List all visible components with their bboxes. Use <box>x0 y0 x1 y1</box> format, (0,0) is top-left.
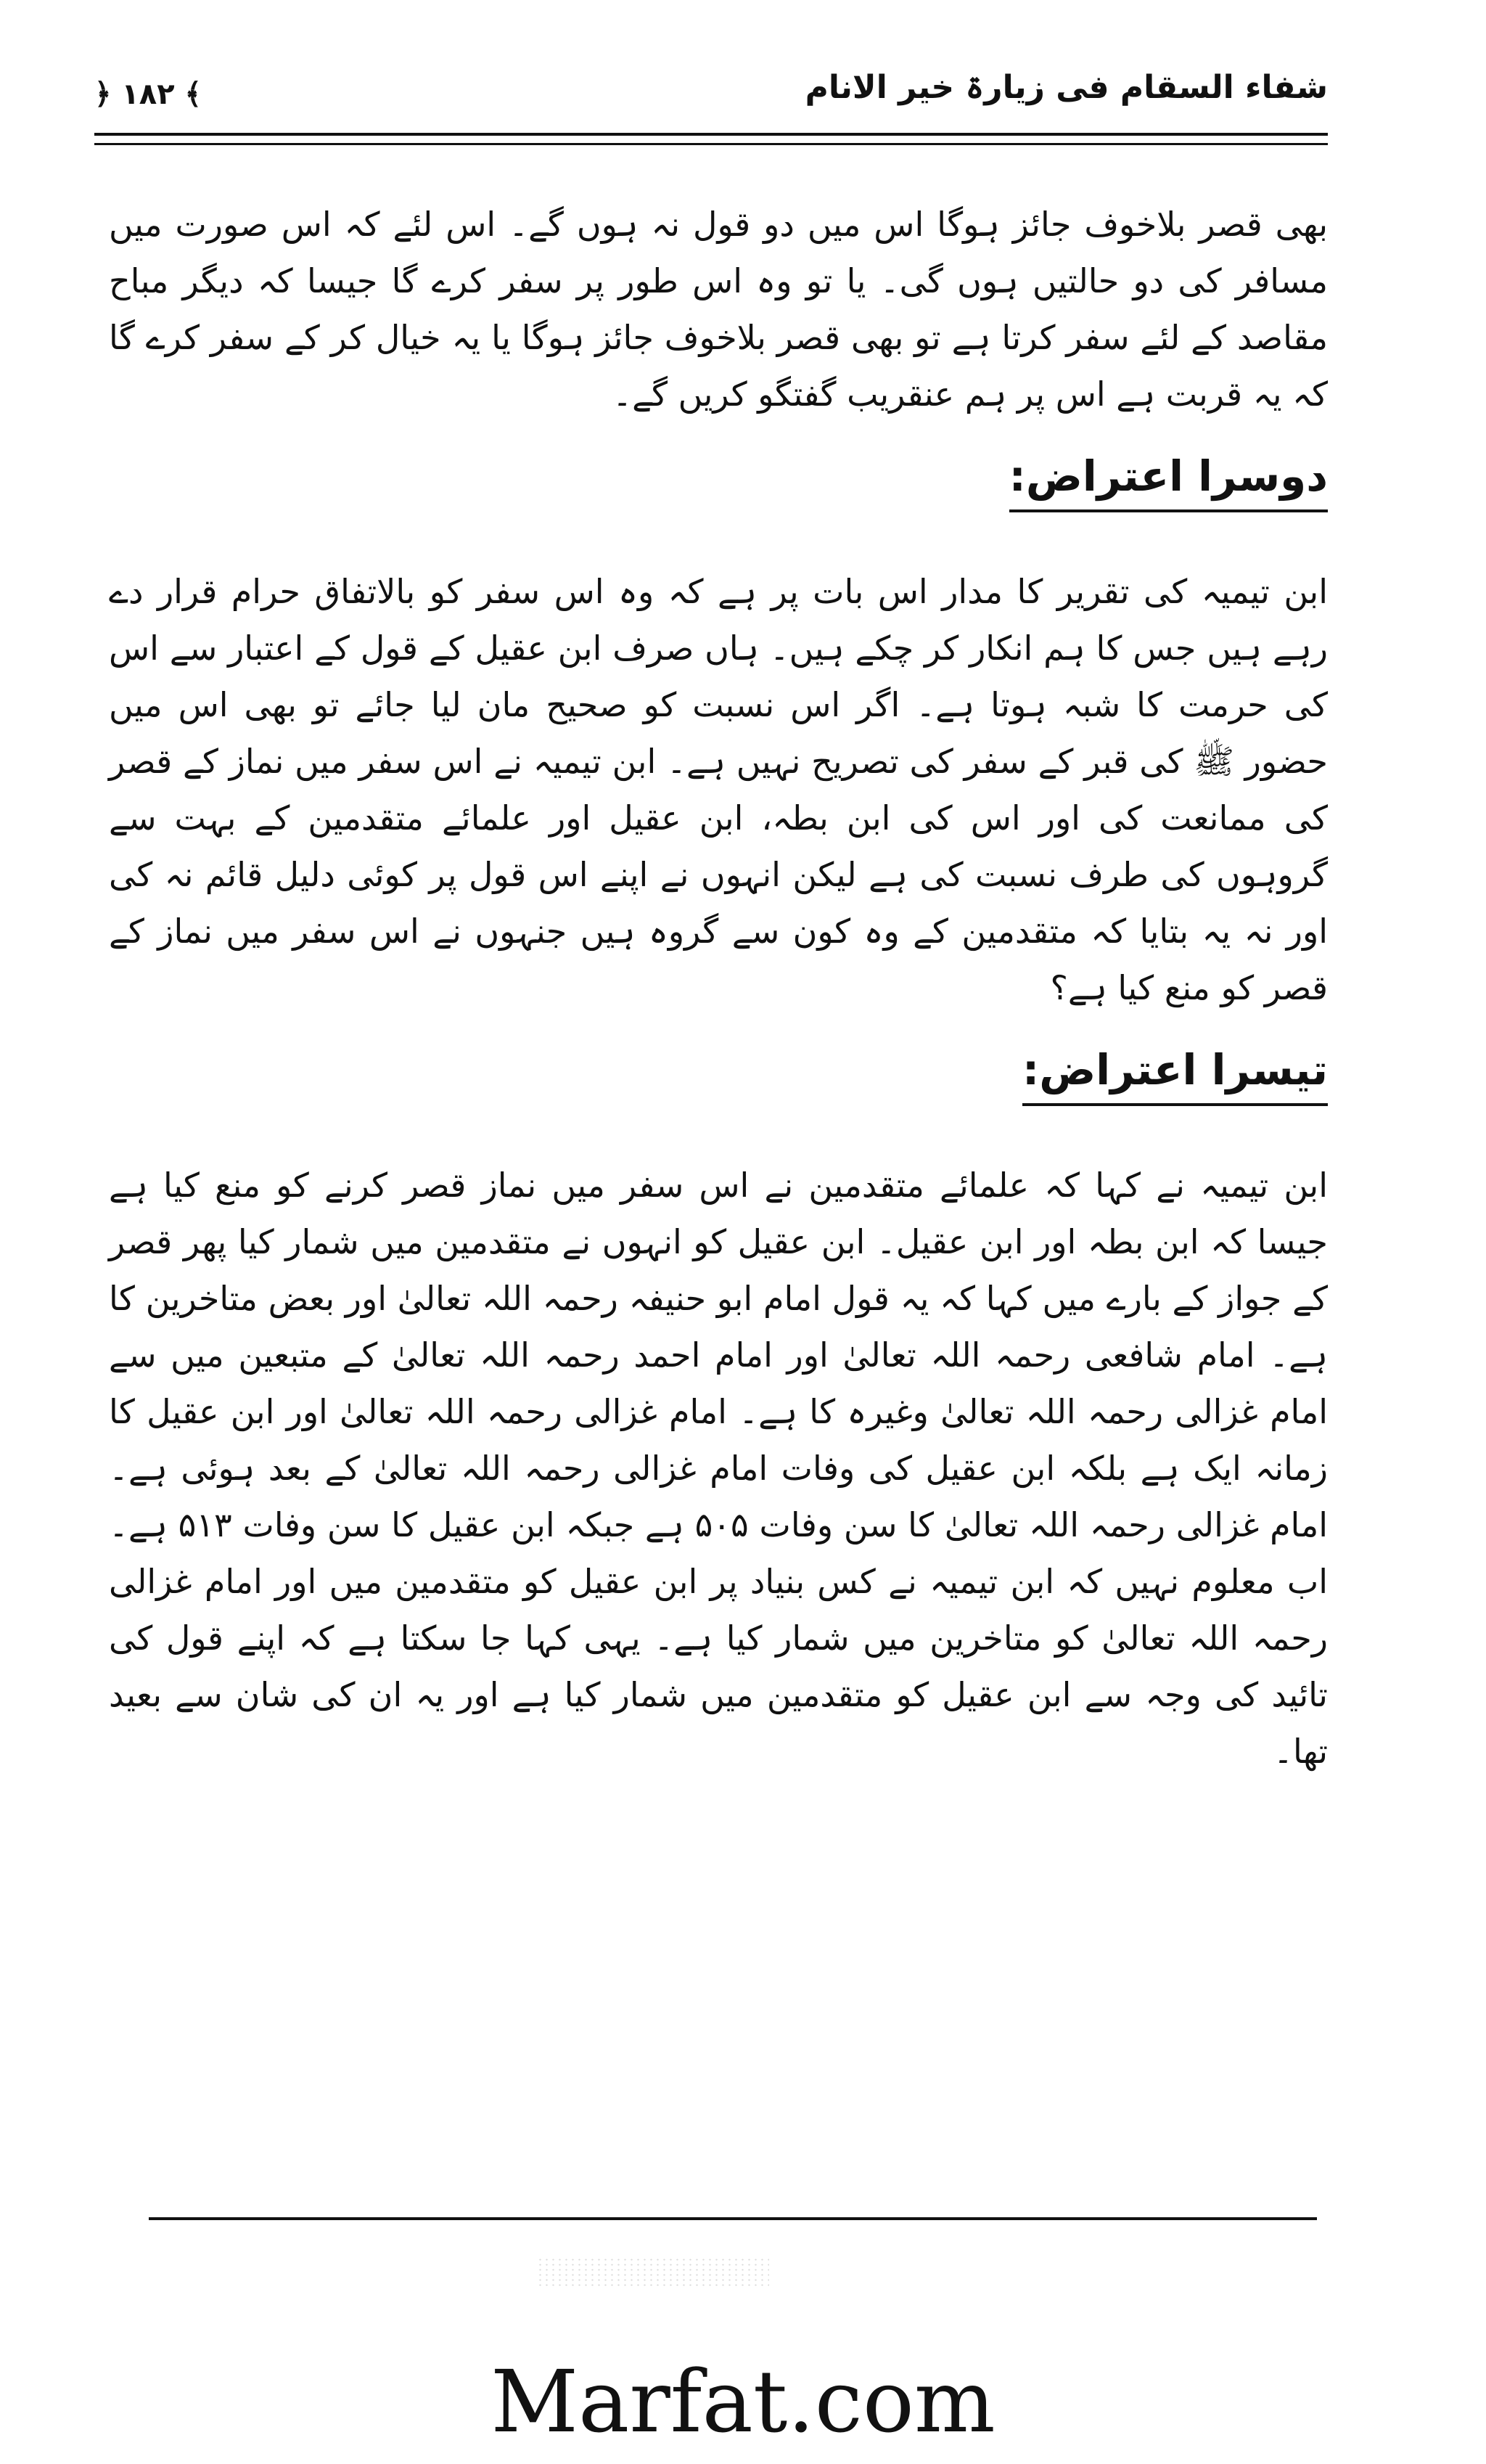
scan-noise <box>537 2257 769 2286</box>
book-title: شفاء السقام فی زیارۃ خیر الانام <box>805 69 1328 106</box>
footer-rule <box>149 2217 1317 2220</box>
third-objection-heading-block <box>109 1045 1328 1106</box>
third-objection-paragraph: ابن تیمیہ نے کہا کہ علمائے متقدمین نے اس سفر میں نماز قصر کرنے کو منع کیا ہے جیسا کہ ابن بطہ اور ابن عقیل۔ ابن عقیل کو انہوں نے متقدمین میں شمار کیا پھر قصر کے جواز کے بارے میں کہا کہ یہ قول امام ابو حنیفہ رحمہ اللہ تعالیٰ اور بعض متاخرین کا ہے۔ امام شافعی رحمہ اللہ تعالیٰ اور امام احمد رحمہ اللہ تعالیٰ کے متبعین میں سے امام غزالی رحمہ اللہ تعالیٰ وغیرہ کا ہے۔ امام غزالی رحمہ اللہ تعالیٰ اور ابن عقیل کا زمانہ ایک ہے بلکہ ابن عقیل کی وفات امام غزالی رحمہ اللہ تعالیٰ کے بعد ہوئی ہے۔ امام غزالی رحمہ اللہ تعالیٰ کا سن وفات ۵۰۵ ہے جبکہ ابن عقیل کا سن وفات ۵۱۳ ہے۔ اب معلوم نہیں کہ ابن تیمیہ نے کس بنیاد پر ابن عقیل کو متقدمین میں اور امام غزالی رحمہ اللہ تعالیٰ کو متاخرین میں شمار کیا ہے۔ یہی کہا جا سکتا ہے کہ اپنے قول کی تائید کی وجہ سے ابن عقیل کو متقدمین میں شمار کیا ہے اور یہ ان کی شان سے بعید تھا۔ <box>109 1166 1328 1771</box>
page-body <box>109 196 1328 1809</box>
watermark-text: Marfat.com <box>490 2352 996 2452</box>
intro-paragraph: بھی قصر بلاخوف جائز ہوگا اس میں دو قول نہ ہوں گے۔ اس لئے کہ اس صورت میں مسافر کی دو حالتیں ہوں گی۔ یا تو وہ اس طور پر سفر کرے گا جیسا کہ دیگر مباح مقاصد کے لئے سفر کرتا ہے تو بھی قصر بلاخوف جائز ہوگا یا یہ خیال کر کے سفر کرے گا کہ یہ قربت ہے اس پر ہم عنقریب گفتگو کریں گے۔ <box>109 205 1328 414</box>
third-objection-heading: تیسرا اعتراض: <box>1022 1045 1328 1106</box>
second-objection-heading-block <box>109 451 1328 512</box>
page-number: ﴿ ۱۸۲ ﴾ <box>94 78 202 111</box>
header-double-rule <box>94 133 1328 145</box>
second-objection-heading: دوسرا اعتراض: <box>1009 451 1328 512</box>
page-header <box>94 69 1328 149</box>
second-objection-paragraph: ابن تیمیہ کی تقریر کا مدار اس بات پر ہے کہ وہ اس سفر کو بالاتفاق حرام قرار دے رہے ہیں جس کا ہم انکار کر چکے ہیں۔ ہاں صرف ابن عقیل کے قول کے اعتبار سے اس کی حرمت کا شبہ ہوتا ہے۔ اگر اس نسبت کو صحیح مان لیا جائے تو بھی اس میں حضور ﷺ کی قبر کے سفر کی تصریح نہیں ہے۔ ابن تیمیہ نے اس سفر میں نماز کے قصر کی ممانعت کی اور اس کی ابن بطہ، ابن عقیل اور علمائے متقدمین کے بہت سے گروہوں کی طرف نسبت کی ہے لیکن انہوں نے اپنے اس قول پر کوئی دلیل قائم نہ کی اور نہ یہ بتایا کہ متقدمین کے وہ کون سے گروہ ہیں جنہوں نے اس سفر میں نماز کے قصر کو منع کیا ہے؟ <box>109 572 1328 1007</box>
